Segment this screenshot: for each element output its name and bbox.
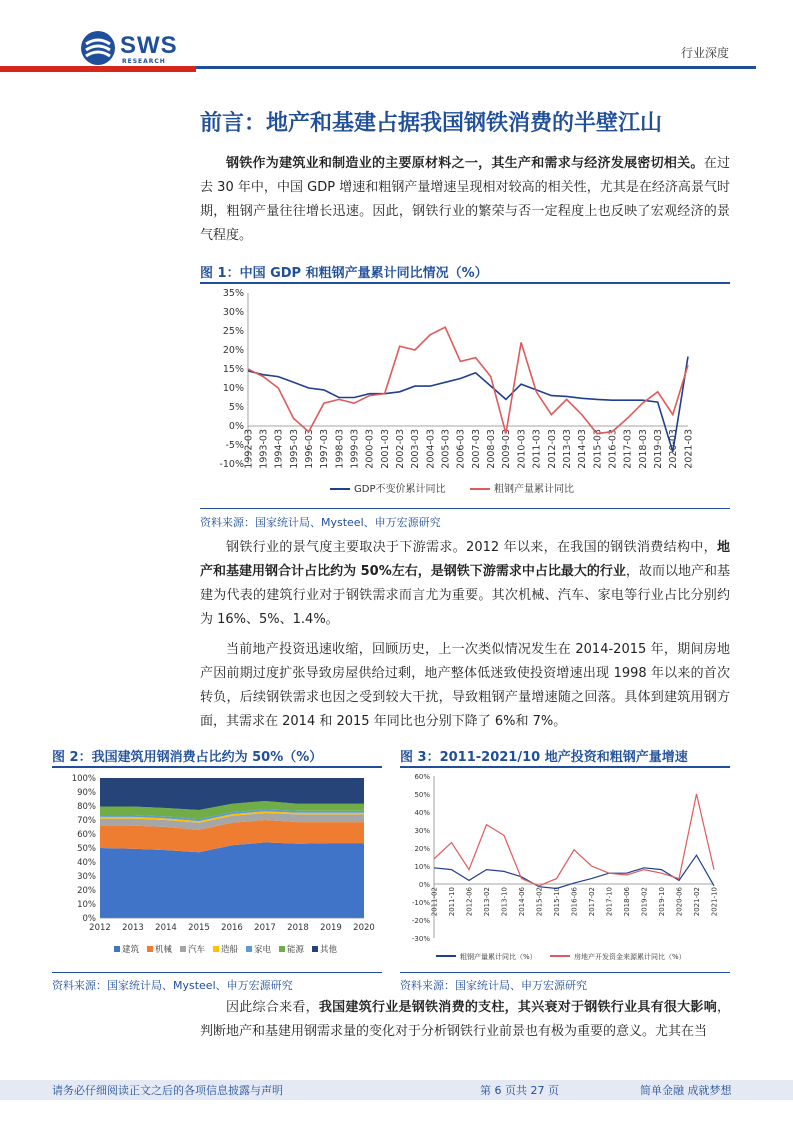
x-tick-label: 2015-10	[552, 887, 561, 917]
y-tick-label: 90%	[77, 788, 96, 798]
y-tick-label: 0%	[418, 881, 430, 889]
legend-label-3: 汽车	[188, 945, 206, 955]
logo-subtext: RESEARCH	[122, 58, 166, 65]
header-divider-red	[0, 66, 196, 72]
legend-label-1: 建筑	[122, 945, 140, 955]
figure3-source: 资料来源：国家统计局、申万宏源研究	[400, 979, 587, 992]
y-tick-label: 30%	[222, 307, 244, 318]
x-tick-label: 2015-03	[592, 429, 604, 469]
x-tick-label: 2019-02	[640, 887, 649, 917]
sws-logo	[80, 30, 200, 70]
x-tick-label: 2002-03	[395, 429, 407, 469]
x-tick-label: 2013-02	[482, 887, 491, 917]
series-line-1	[434, 855, 714, 888]
x-tick-label: 2018-06	[622, 887, 631, 917]
series-line-2	[248, 327, 688, 433]
legend-label-7: 其他	[320, 945, 338, 955]
x-tick-label: 2000-03	[364, 429, 376, 469]
figure2-bottom-rule	[52, 972, 382, 973]
y-tick-label: -30%	[411, 935, 430, 943]
y-tick-label: -10%	[219, 459, 244, 470]
x-tick-label: 1999-03	[349, 429, 361, 469]
y-tick-label: 30%	[77, 872, 96, 882]
legend-label-4: 造船	[221, 945, 239, 955]
legend-label-1: GDP不变价累计同比	[354, 484, 446, 495]
x-tick-label: 2010-03	[516, 429, 528, 469]
paragraph-demand-lead: 钢铁行业的景气度主要取决于下游需求。2012 年以来，在我国的钢铁消费结构中，	[226, 540, 717, 555]
legend-swatch-7	[312, 946, 318, 952]
x-tick-label: 2004-03	[425, 429, 437, 469]
legend-swatch-5	[246, 946, 252, 952]
x-tick-label: 2012	[89, 923, 111, 933]
paragraph-demand-text: ，故而以地产和基建为代表的建筑行业对于钢铁需求而言尤为重要。其次机械、汽车、家电等行业占比分别约为 16%、5%、1.4%。	[200, 564, 730, 627]
paragraph-demand	[200, 536, 730, 632]
x-tick-label: 1993-03	[258, 429, 270, 469]
paragraph-history: 当前地产投资迅速收缩，回顾历史，上一次类似情况发生在 2014-2015 年，期间房地产因前期过度扩张导致房屋供给过剩，地产整体低迷致使投资增速出现 1998 年以来的首次转负，后续钢铁需求也因之受到较大干扰，导致粗钢产量增速随之回落。具体到建筑用钢方面，其需求在 2014 和 2015 年同比也分别下降了 6%和 7%。	[200, 642, 730, 729]
legend-label-6: 能源	[287, 945, 305, 955]
y-tick-label: 0%	[82, 914, 96, 924]
x-tick-label: 2016-03	[607, 429, 619, 469]
y-tick-label: 20%	[77, 886, 96, 896]
x-tick-label: 2017-03	[622, 429, 634, 469]
x-tick-label: 2017-02	[587, 887, 596, 917]
legend-swatch-1	[114, 946, 120, 952]
figure1-title: 图 1：中国 GDP 和粗钢产量累计同比情况（%）	[200, 266, 488, 281]
x-tick-label: 2014-06	[517, 887, 526, 917]
x-tick-label: 2019-10	[657, 887, 666, 917]
x-tick-label: 2007-03	[470, 429, 482, 469]
header-divider-blue	[196, 66, 756, 69]
report-type-label: 行业深度	[680, 46, 729, 60]
x-tick-label: 2005-03	[440, 429, 452, 469]
x-tick-label: 2018	[287, 923, 309, 933]
x-tick-label: 1994-03	[273, 429, 285, 469]
footer-page-number: 第 6 页共 27 页	[480, 1084, 559, 1097]
x-tick-label: 2011-10	[447, 887, 456, 917]
x-tick-label: 2014-03	[577, 429, 589, 469]
paragraph-conclusion-bold: 我国建筑行业是钢铁消费的支柱，其兴衰对于钢铁行业具有很大影响	[318, 1000, 717, 1015]
series-line-2	[434, 794, 714, 886]
x-tick-label: 2009-03	[501, 429, 513, 469]
y-tick-label: 20%	[414, 845, 430, 853]
y-tick-label: 10%	[414, 863, 430, 871]
figure3-title: 图 3：2011-2021/10 地产投资和粗钢产量增速	[400, 750, 688, 765]
figure1-chart	[200, 284, 730, 506]
paragraph-intro-bold: 钢铁作为建筑业和制造业的主要原材料之一，其生产和需求与经济发展密切相关。	[226, 156, 704, 171]
x-tick-label: 2017	[254, 923, 276, 933]
legend-label-1: 粗钢产量累计同比（%）	[460, 953, 537, 961]
x-tick-label: 2003-03	[410, 429, 422, 469]
x-tick-label: 2021-10	[710, 887, 719, 917]
x-tick-label: 2012-03	[546, 429, 558, 469]
x-tick-label: 2017-10	[605, 887, 614, 917]
x-tick-label: 1995-03	[288, 429, 300, 469]
x-tick-label: 2006-03	[455, 429, 467, 469]
paragraph-intro-text: 在过去 30 年中，中国 GDP 增速和粗钢产量增速呈现相对较高的相关性，尤其是在经济高景气时期，粗钢产量往往增长迅速。因此，钢铁行业的繁荣与否一定程度上也反映了宏观经济的景气程度。	[200, 156, 730, 243]
x-tick-label: 1992-03	[243, 429, 255, 469]
y-tick-label: 15%	[222, 364, 244, 375]
legend-swatch-4	[213, 946, 219, 952]
figure1-bottom-rule	[200, 508, 730, 509]
y-tick-label: 50%	[77, 844, 96, 854]
y-tick-label: 20%	[222, 345, 244, 356]
x-tick-label: 2012-06	[465, 887, 474, 917]
legend-label-5: 家电	[254, 945, 272, 955]
x-tick-label: 1998-03	[334, 429, 346, 469]
y-tick-label: 60%	[414, 773, 430, 781]
x-tick-label: 2013	[122, 923, 144, 933]
area-series-1	[100, 842, 364, 918]
y-tick-label: -20%	[411, 917, 430, 925]
x-tick-label: 2019	[320, 923, 342, 933]
logo-text: SWS	[120, 32, 178, 59]
figure2-source: 资料来源：国家统计局、Mysteel、申万宏源研究	[52, 979, 293, 992]
figure1-source: 资料来源：国家统计局、Mysteel、申万宏源研究	[200, 516, 441, 529]
legend-label-2: 粗钢产量累计同比	[494, 484, 574, 495]
x-tick-label: 2001-03	[379, 429, 391, 469]
figure3-chart	[400, 768, 730, 968]
x-tick-label: 2015-02	[535, 887, 544, 917]
legend-label-2: 机械	[155, 945, 173, 955]
x-tick-label: 2011-03	[531, 429, 543, 469]
x-tick-label: 2014	[155, 923, 177, 933]
y-tick-label: 70%	[77, 816, 96, 826]
y-tick-label: 5%	[228, 402, 244, 413]
logo-icon	[80, 30, 116, 66]
paragraph-conclusion	[200, 996, 730, 1044]
footer-disclaimer: 请务必仔细阅读正文之后的各项信息披露与声明	[52, 1084, 283, 1097]
x-tick-label: 2019-03	[652, 429, 664, 469]
x-tick-label: 2020	[353, 923, 375, 933]
x-tick-label: 2021-02	[692, 887, 701, 917]
paragraph-demand-bold: 地产和基建用钢合计占比约为 50%左右，是钢铁下游需求中占比最大的行业	[200, 540, 730, 579]
x-tick-label: 2020-03	[668, 429, 680, 469]
x-tick-label: 2013-10	[500, 887, 509, 917]
legend-label-2: 房地产开发资金来源累计同比（%）	[574, 953, 686, 961]
y-tick-label: 100%	[71, 774, 96, 784]
legend-swatch-6	[279, 946, 285, 952]
legend-swatch-3	[180, 946, 186, 952]
y-tick-label: 10%	[222, 383, 244, 394]
footer-slogan: 简单金融 成就梦想	[640, 1084, 732, 1097]
x-tick-label: 1996-03	[304, 429, 316, 469]
y-tick-label: 0%	[228, 421, 244, 432]
x-tick-label: 2013-03	[561, 429, 573, 469]
paragraph-conclusion-text: ，判断地产和基建用钢需求量的变化对于分析钢铁行业前景也有极为重要的意义。尤其在当	[200, 1000, 730, 1039]
paragraph-conclusion-lead: 因此综合来看，	[226, 1000, 319, 1015]
x-tick-label: 2015	[188, 923, 210, 933]
y-tick-label: 10%	[77, 900, 96, 910]
x-tick-label: 2011-02	[430, 887, 439, 917]
y-tick-label: 30%	[414, 827, 430, 835]
x-tick-label: 2018-03	[637, 429, 649, 469]
y-tick-label: 60%	[77, 830, 96, 840]
y-tick-label: 40%	[414, 809, 430, 817]
y-tick-label: 25%	[222, 326, 244, 337]
legend-swatch-2	[147, 946, 153, 952]
x-tick-label: 1997-03	[319, 429, 331, 469]
figure3-bottom-rule	[400, 972, 730, 973]
x-tick-label: 2020-06	[675, 887, 684, 917]
paragraph-intro	[200, 152, 730, 248]
x-tick-label: 2016-06	[570, 887, 579, 917]
x-tick-label: 2016	[221, 923, 243, 933]
x-tick-label: 2021-03	[683, 429, 695, 469]
figure2-title: 图 2：我国建筑用钢消费占比约为 50%（%）	[52, 750, 323, 765]
y-tick-label: 50%	[414, 791, 430, 799]
y-tick-label: 35%	[222, 288, 244, 299]
section-title: 前言：地产和基建占据我国钢铁消费的半壁江山	[200, 111, 663, 136]
y-tick-label: 80%	[77, 802, 96, 812]
x-tick-label: 2008-03	[486, 429, 498, 469]
y-tick-label: 40%	[77, 858, 96, 868]
y-tick-label: -10%	[411, 899, 430, 907]
y-tick-label: -5%	[225, 440, 244, 451]
figure2-chart	[52, 768, 382, 968]
